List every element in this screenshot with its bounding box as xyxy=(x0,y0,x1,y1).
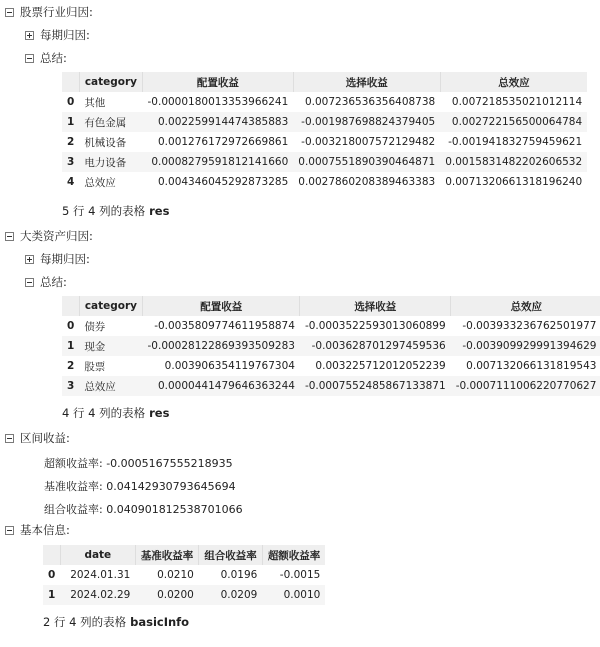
cell-select: -0.0003522593013060899 xyxy=(304,320,446,332)
cell-select: -0.001987698824379405 xyxy=(293,112,440,132)
caption-variable: basicInfo xyxy=(130,615,190,629)
table-header-row xyxy=(43,545,325,565)
subsection-title: 每期归因: xyxy=(40,28,90,42)
cell-category: 债券 xyxy=(84,320,106,333)
subsection-title: 每期归因: xyxy=(40,252,90,266)
cell-select: -0.003218007572129482 xyxy=(301,136,436,148)
cell-select: -0.003628701297459536 xyxy=(300,336,451,356)
section-stock-industry[interactable] xyxy=(5,3,93,21)
cell-select: 0.0007551890390464871 xyxy=(293,152,440,172)
table-header-row xyxy=(62,296,600,316)
section-title: 基本信息: xyxy=(20,523,70,537)
collapse-toggle-icon[interactable] xyxy=(25,278,34,287)
collapse-toggle-icon[interactable] xyxy=(5,232,14,241)
row-index: 3 xyxy=(62,376,79,396)
column-header: 总效应 xyxy=(440,72,587,92)
column-header: 配置收益 xyxy=(143,296,300,316)
collapse-toggle-icon[interactable] xyxy=(5,8,14,17)
section-asset-class[interactable] xyxy=(5,227,93,245)
cell-excess: 0.0010 xyxy=(262,585,325,605)
cell-date: 2024.01.31 xyxy=(70,569,131,581)
table-row xyxy=(62,356,600,376)
table-row xyxy=(43,565,325,585)
cell-alloc: -0.00028122869393509283 xyxy=(143,336,300,356)
cell-category: 有色金属 xyxy=(79,112,142,132)
cell-total: 0.0071320661318196240 xyxy=(445,176,583,188)
collapse-toggle-icon[interactable] xyxy=(5,526,14,535)
cell-category: 总效应 xyxy=(84,176,116,189)
collapse-toggle-icon[interactable] xyxy=(5,434,14,443)
row-index: 4 xyxy=(67,176,75,188)
cell-category: 电力设备 xyxy=(79,152,142,172)
cell-alloc: 0.004346045292873285 xyxy=(158,176,289,188)
column-header: category xyxy=(79,296,142,316)
cell-select: -0.0007552485867133871 xyxy=(300,376,451,396)
table-row xyxy=(62,172,587,192)
cell-select: 0.0027860208389463383 xyxy=(298,176,436,188)
cell-portfolio: 0.0209 xyxy=(199,585,263,605)
cell-alloc: 0.001276172972669861 xyxy=(158,136,289,148)
cell-portfolio: 0.0196 xyxy=(220,569,258,581)
cell-total: 0.007132066131819543 xyxy=(466,360,597,372)
cell-category: 其他 xyxy=(84,96,106,109)
cell-category: 股票 xyxy=(84,360,106,373)
column-header: 组合收益率 xyxy=(199,545,263,565)
table-caption xyxy=(62,203,169,219)
collapse-toggle-icon[interactable] xyxy=(25,54,34,63)
cell-benchmark: 0.0200 xyxy=(135,585,199,605)
table-row xyxy=(62,376,600,396)
table-row xyxy=(62,112,587,132)
cell-alloc: 0.002259914474385883 xyxy=(143,112,294,132)
row-index: 0 xyxy=(67,320,75,332)
cell-select: 0.007236536356408738 xyxy=(304,96,436,108)
caption-text: 2 行 4 列的表格 xyxy=(43,615,127,629)
cell-total: 0.007218535021012114 xyxy=(451,96,583,108)
subsection-summary[interactable] xyxy=(25,49,67,67)
cell-total: -0.001941832759459621 xyxy=(448,136,583,148)
row-index: 0 xyxy=(67,96,75,108)
table-caption xyxy=(62,405,169,421)
cell-total: -0.0007111006220770627 xyxy=(451,376,600,396)
row-index: 0 xyxy=(48,569,56,581)
table-row xyxy=(62,152,587,172)
column-header: category xyxy=(79,72,142,92)
row-index: 2 xyxy=(67,360,75,372)
section-period-return[interactable] xyxy=(5,429,70,447)
table-row xyxy=(62,316,600,336)
column-header: 选择收益 xyxy=(293,72,440,92)
excess-return-line: 超额收益率: -0.0005167555218935 xyxy=(44,457,233,470)
expand-toggle-icon[interactable] xyxy=(25,255,34,264)
cell-total: 0.0015831482202606532 xyxy=(440,152,587,172)
column-header: 超额收益率 xyxy=(262,545,325,565)
section-title: 区间收益: xyxy=(20,431,70,445)
table-row xyxy=(62,336,600,356)
subsection-per-period[interactable] xyxy=(25,250,90,268)
section-basic-info[interactable] xyxy=(5,521,70,539)
table-row xyxy=(62,132,587,152)
cell-alloc: 0.0008279591812141660 xyxy=(143,152,294,172)
cell-total: 0.002722156500064784 xyxy=(440,112,587,132)
table-caption xyxy=(43,614,189,630)
portfolio-return-line: 组合收益率: 0.040901812538701066 xyxy=(44,503,243,516)
basicinfo-table xyxy=(43,545,325,605)
row-index: 2 xyxy=(67,136,75,148)
subsection-summary[interactable] xyxy=(25,273,67,291)
row-index: 1 xyxy=(43,585,60,605)
column-header: 选择收益 xyxy=(300,296,451,316)
column-header: 总效应 xyxy=(451,296,600,316)
cell-select: 0.003225712012052239 xyxy=(315,360,446,372)
subsection-title: 总结: xyxy=(40,275,67,289)
column-header: 配置收益 xyxy=(143,72,294,92)
res-table-stock xyxy=(62,72,587,192)
table-row xyxy=(43,585,325,605)
table-row xyxy=(62,92,587,112)
subsection-per-period[interactable] xyxy=(25,26,90,44)
benchmark-return-line: 基准收益率: 0.04142930793645694 xyxy=(44,480,236,493)
cell-alloc: 0.003906354119767304 xyxy=(164,360,295,372)
res-table-asset xyxy=(62,296,600,396)
caption-variable: res xyxy=(149,204,170,218)
cell-excess: -0.0015 xyxy=(279,569,321,581)
caption-text: 5 行 4 列的表格 xyxy=(62,204,146,218)
cell-total: -0.003933236762501977 xyxy=(462,320,597,332)
section-title: 股票行业归因: xyxy=(20,5,93,19)
column-header: 基准收益率 xyxy=(135,545,199,565)
column-header: date xyxy=(60,545,135,565)
cell-category: 现金 xyxy=(79,336,142,356)
caption-variable: res xyxy=(149,406,170,420)
cell-total: -0.003909929991394629 xyxy=(451,336,600,356)
index-header xyxy=(43,545,60,565)
index-header xyxy=(62,296,79,316)
table-header-row xyxy=(62,72,587,92)
cell-date: 2024.02.29 xyxy=(60,585,135,605)
row-index: 1 xyxy=(62,112,79,132)
caption-text: 4 行 4 列的表格 xyxy=(62,406,146,420)
index-header xyxy=(62,72,79,92)
cell-benchmark: 0.0210 xyxy=(157,569,194,581)
cell-category: 机械设备 xyxy=(84,136,127,149)
cell-alloc: -0.0035809774611958874 xyxy=(154,320,295,332)
section-title: 大类资产归因: xyxy=(20,229,93,243)
expand-toggle-icon[interactable] xyxy=(25,31,34,40)
cell-category: 总效应 xyxy=(79,376,142,396)
cell-alloc: 0.0000441479646363244 xyxy=(143,376,300,396)
row-index: 1 xyxy=(62,336,79,356)
row-index: 3 xyxy=(62,152,79,172)
cell-alloc: -0.0000180013353966241 xyxy=(147,96,289,108)
subsection-title: 总结: xyxy=(40,51,67,65)
